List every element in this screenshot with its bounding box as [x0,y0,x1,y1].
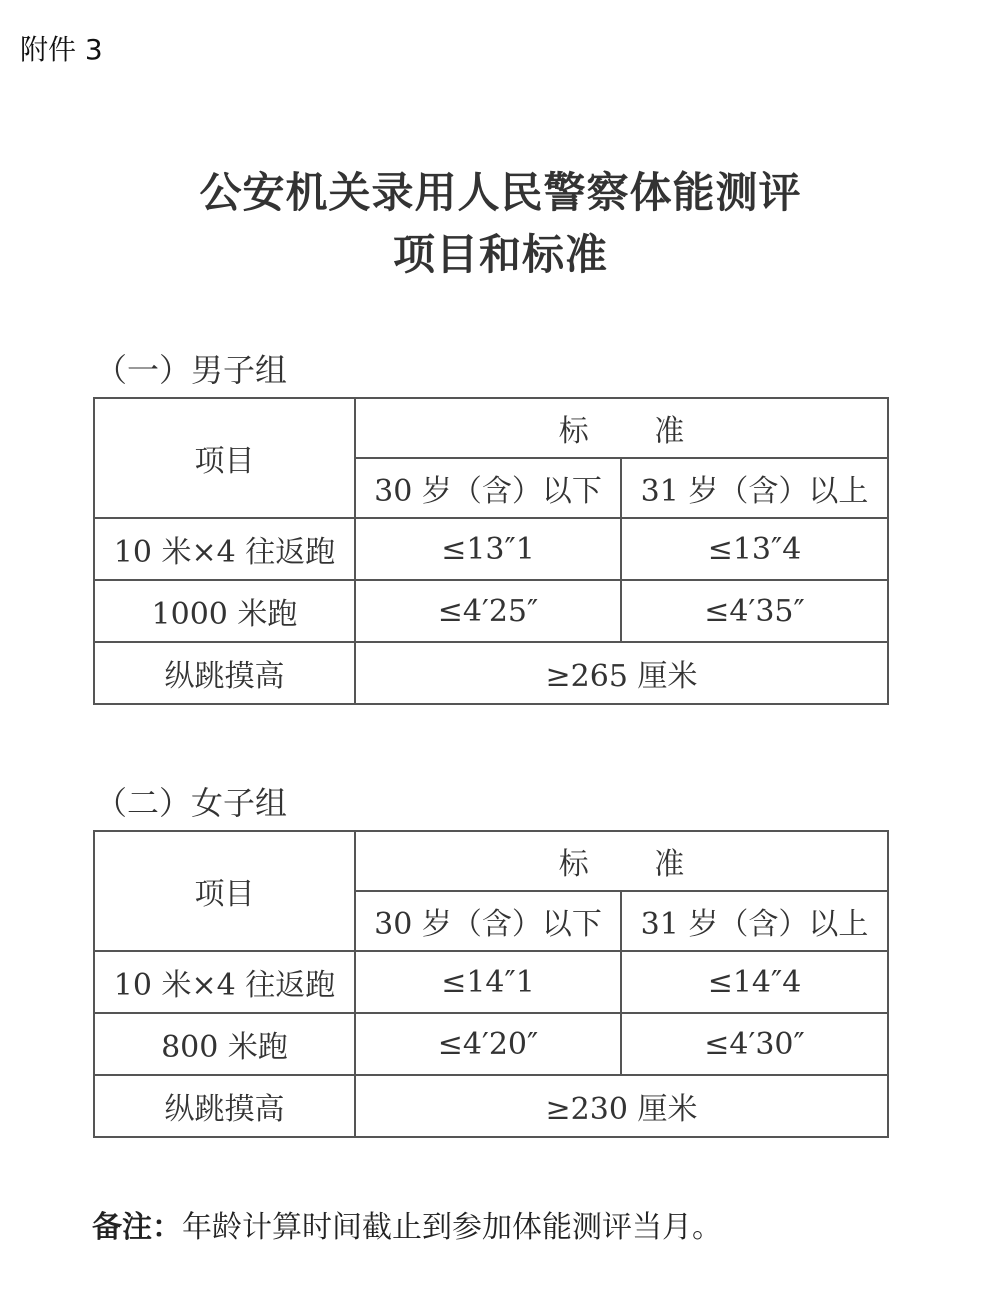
value-cell: ≤14″4 [621,951,888,1013]
value-cell: ≤13″4 [621,518,888,580]
item-cell: 10 米×4 往返跑 [94,518,355,580]
table-row [94,1075,888,1137]
header-standard-cell: 标 准 [355,831,888,891]
footnote-label: 备注： [92,1210,182,1245]
item-cell: 10 米×4 往返跑 [94,951,355,1013]
table-row [94,1013,888,1075]
table-row [94,580,888,642]
attachment-label: 附件 3 [20,33,103,66]
item-cell: 纵跳摸高 [94,642,355,704]
value-cell: ≤13″1 [355,518,621,580]
male-standards-table [93,397,889,705]
header-item-cell: 项目 [94,398,355,518]
item-cell: 800 米跑 [94,1013,355,1075]
value-cell: ≤4′20″ [355,1013,621,1075]
header-standard-cell: 标 准 [355,398,888,458]
table-header-row [94,831,888,891]
footnote [92,1202,722,1246]
table-row [94,642,888,704]
document-title-line1: 公安机关录用人民警察体能测评 [199,168,802,217]
header-age-over-31: 31 岁（含）以上 [621,458,888,518]
footnote-text: 年龄计算时间截止到参加体能测评当月。 [182,1210,722,1245]
female-standards-table [93,830,889,1138]
table-row [94,518,888,580]
merged-value-cell: ≥230 厘米 [355,1075,888,1137]
item-cell: 1000 米跑 [94,580,355,642]
merged-value-cell: ≥265 厘米 [355,642,888,704]
header-item-cell: 项目 [94,831,355,951]
male-section-heading: （一）男子组 [95,351,288,389]
female-section-heading: （二）女子组 [95,784,288,822]
header-age-over-31: 31 岁（含）以上 [621,891,888,951]
table-header-row [94,398,888,458]
item-cell: 纵跳摸高 [94,1075,355,1137]
header-age-under-30: 30 岁（含）以下 [355,891,621,951]
value-cell: ≤4′25″ [355,580,621,642]
value-cell: ≤4′35″ [621,580,888,642]
value-cell: ≤14″1 [355,951,621,1013]
table-row [94,951,888,1013]
value-cell: ≤4′30″ [621,1013,888,1075]
header-age-under-30: 30 岁（含）以下 [355,458,621,518]
document-title-line2: 项目和标准 [392,230,608,279]
